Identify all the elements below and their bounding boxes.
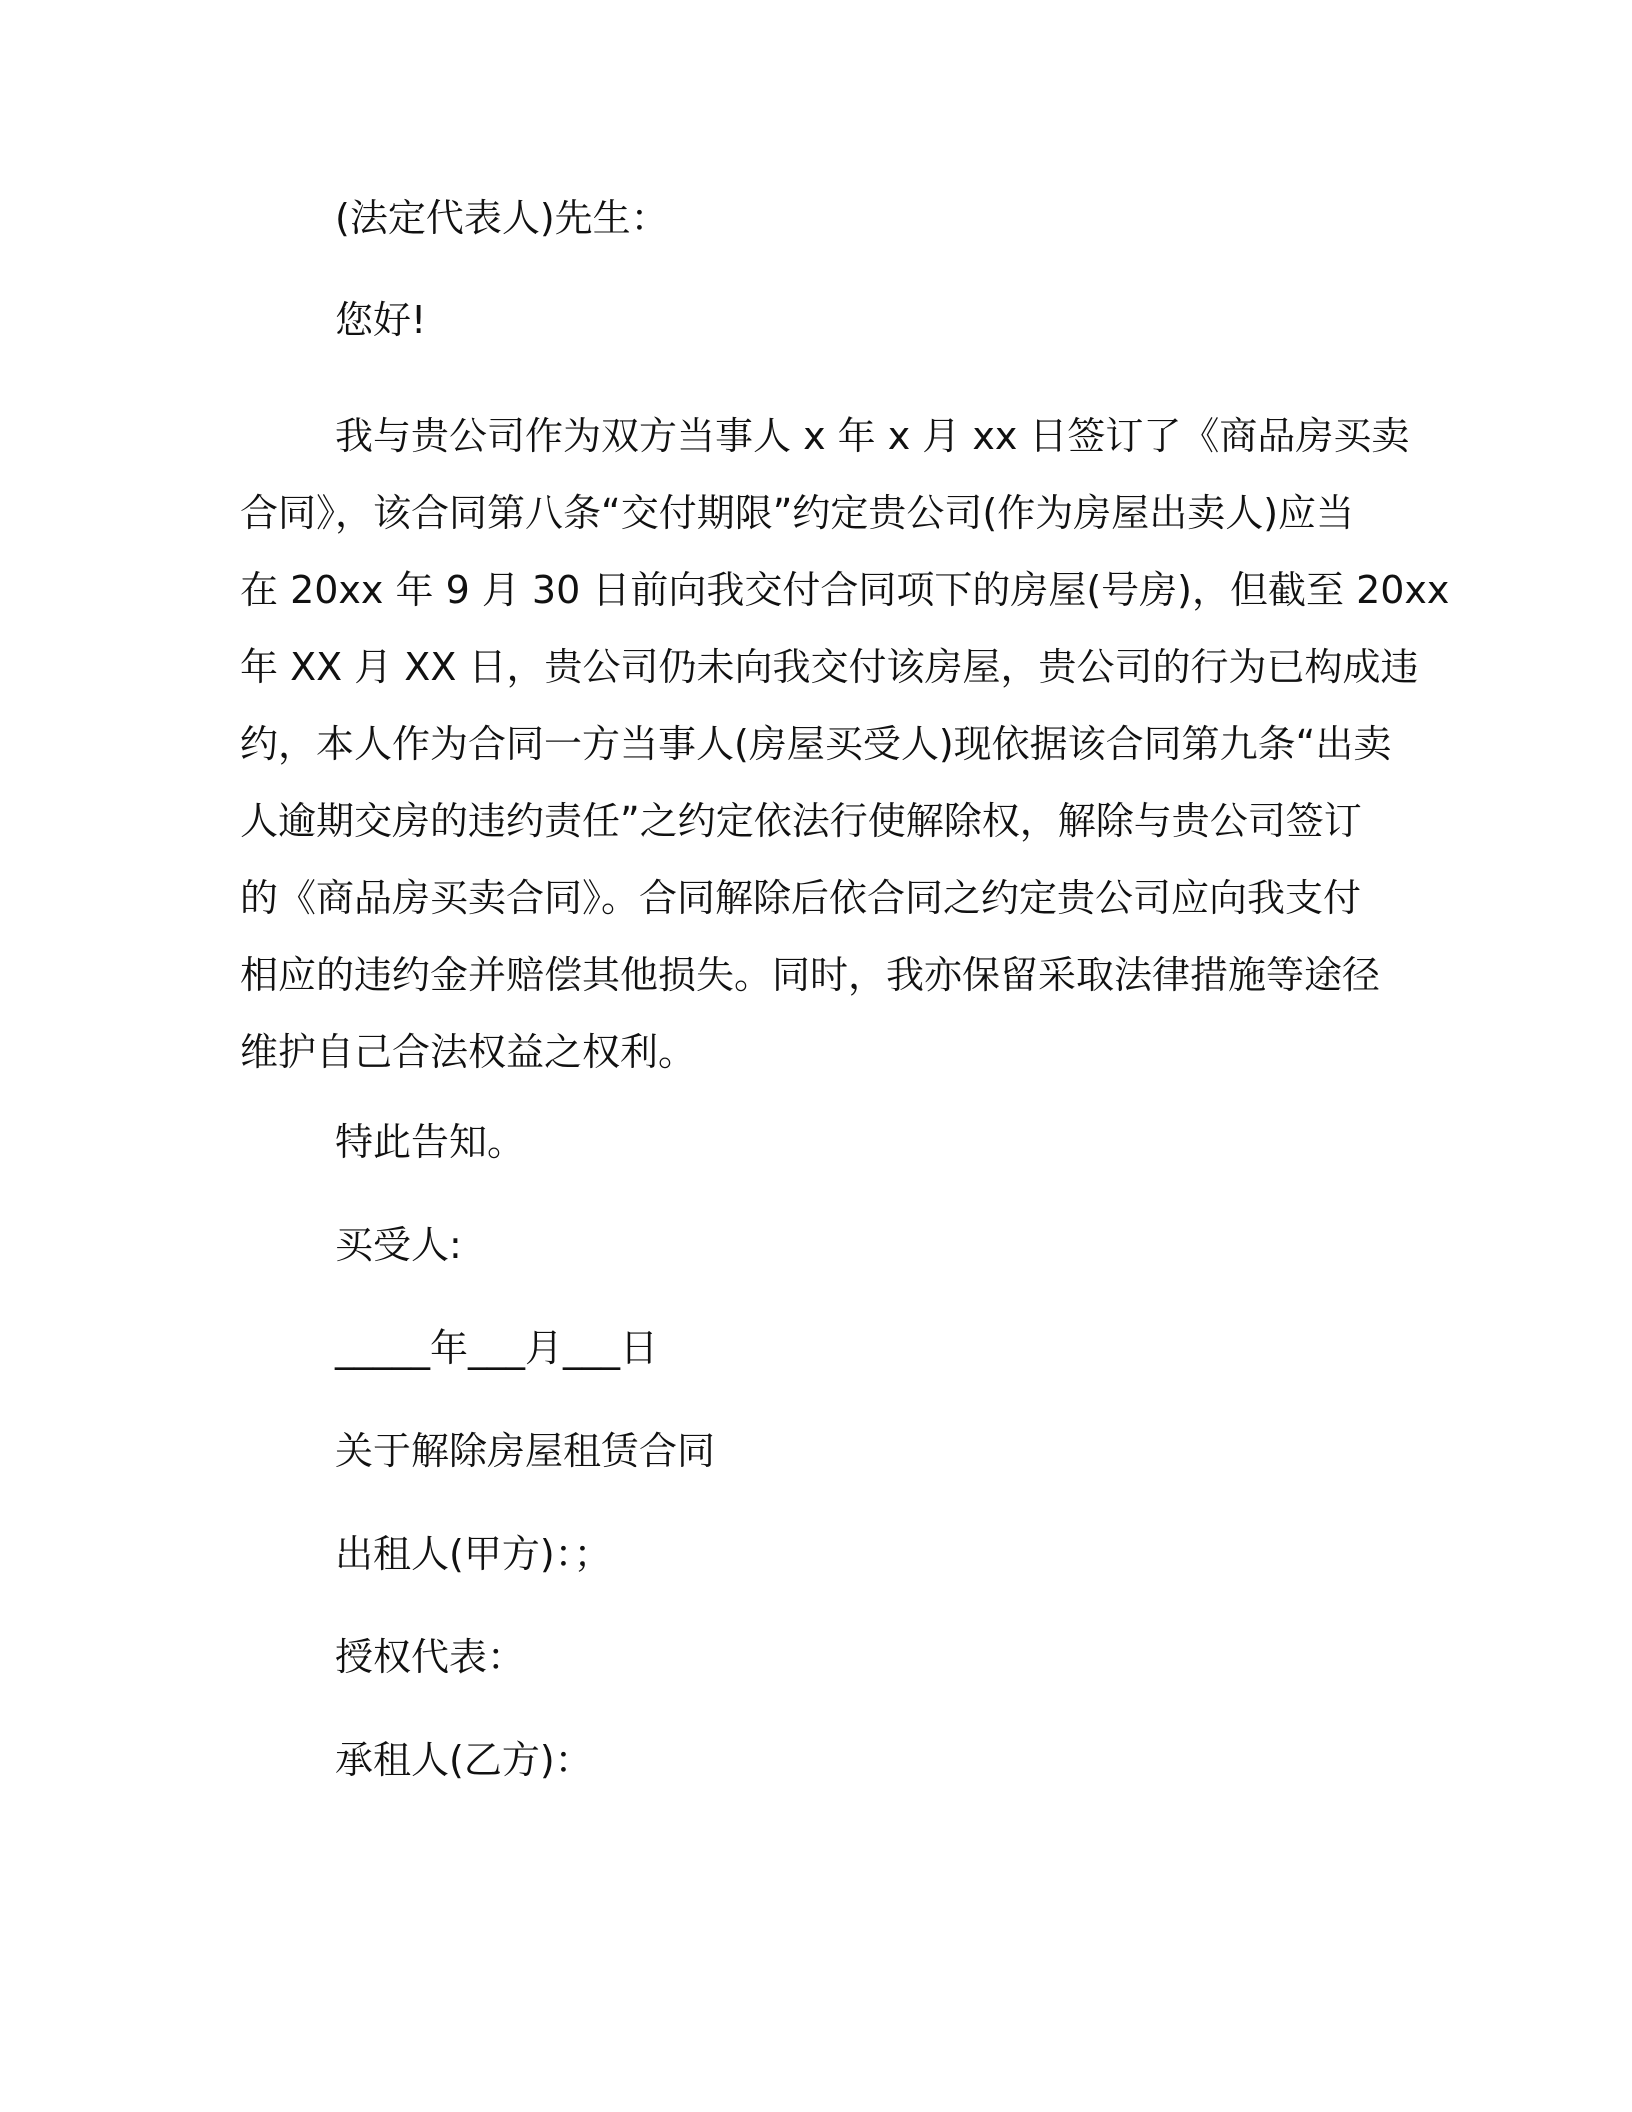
- body-line: 相应的违约金并赔偿其他损失。同时，我亦保留采取法律措施等途径: [240, 953, 1381, 997]
- notice-text: 特此告知。: [335, 1120, 526, 1164]
- body-line: 人逾期交房的违约责任”之约定依法行使解除权，解除与贵公司签订: [240, 799, 1362, 843]
- section-title: 关于解除房屋租赁合同: [335, 1429, 716, 1473]
- greeting: 您好!: [335, 298, 427, 342]
- salutation: (法定代表人)先生：: [335, 196, 669, 240]
- authorized-rep-label: 授权代表：: [335, 1635, 526, 1679]
- body-paragraph: [240, 398, 1450, 1091]
- body-line: 约，本人作为合同一方当事人(房屋买受人)现依据该合同第九条“出卖: [240, 722, 1392, 766]
- body-line: 合同》，该合同第八条“交付期限”约定贵公司(作为房屋出卖人)应当: [240, 491, 1355, 535]
- date-line: _____年___月___日: [335, 1326, 659, 1370]
- lessee-label: 承租人(乙方)：: [335, 1738, 593, 1782]
- buyer-label: 买受人:: [335, 1223, 462, 1267]
- body-line: 在 20xx 年 9 月 30 日前向我交付合同项下的房屋(号房)，但截至 20xx: [240, 568, 1450, 612]
- body-line: 我与贵公司作为双方当事人 x 年 x 月 xx 日签订了《商品房买卖: [335, 414, 1410, 458]
- body-line: 的《商品房买卖合同》。合同解除后依合同之约定贵公司应向我支付: [240, 876, 1362, 920]
- body-line: 年 XX 月 XX 日，贵公司仍未向我交付该房屋，贵公司的行为已构成违: [240, 645, 1419, 689]
- body-line: 维护自己合法权益之权利。: [240, 1030, 697, 1074]
- lessor-label: 出租人(甲方)：；: [335, 1532, 612, 1576]
